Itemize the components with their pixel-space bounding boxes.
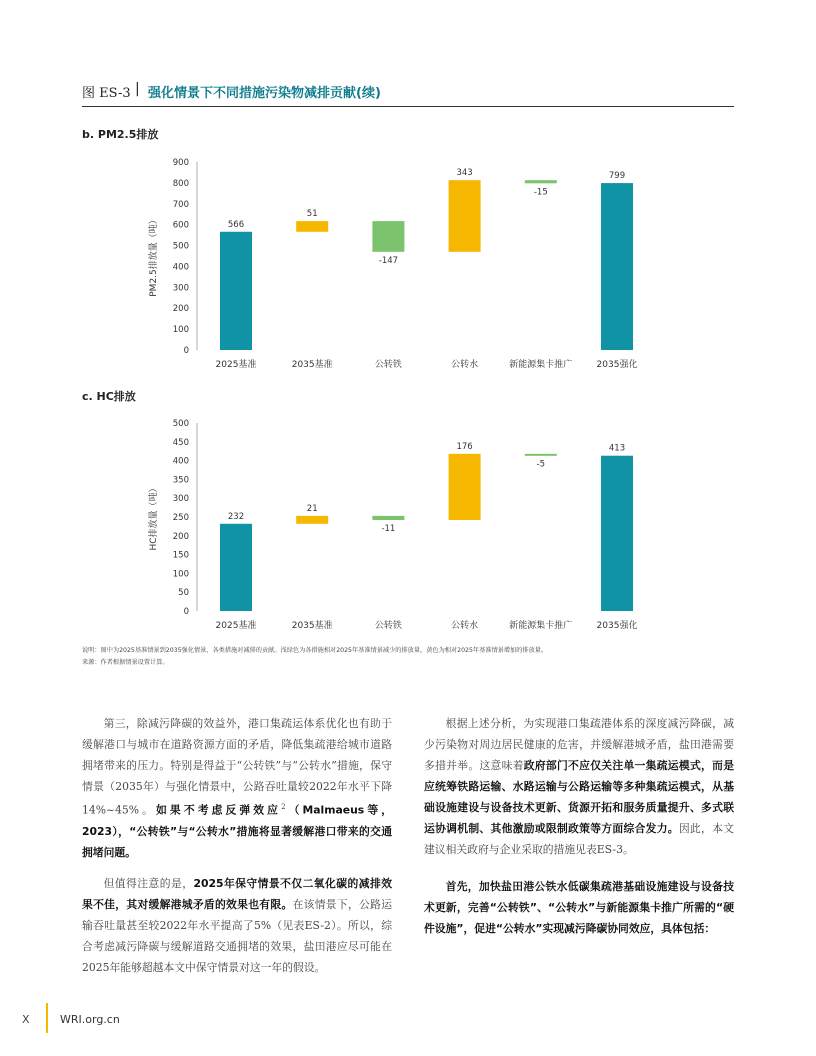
figure-label: 图 ES-3 <box>82 86 131 101</box>
pm25-bar-value-label: -147 <box>378 255 399 266</box>
pm25-y-tick-label: 500 <box>172 241 189 252</box>
hc-bar-value-label: 232 <box>227 511 245 522</box>
figure-header <box>82 80 734 107</box>
text: 第三，除减污降碳的效益外，港口集疏运体系优化也有助于缓解港口与城市在道路资源方面的矛盾，降低集疏港给城市道路拥堵带来的压力。特别是得益于“公转铁”与“公转水”措施，保守情景（2035年）与强化情景中，公路吞吐量较2022年水平下降14%~45%。 <box>82 717 392 817</box>
pm25-bar-value-label: -15 <box>533 187 548 198</box>
pm25-bar-value-label: 566 <box>227 219 245 230</box>
hc-y-tick-label: 250 <box>172 513 189 523</box>
bold-text: 2025年保守情景不仅二氧化碳的减排效果不佳，其对缓解港城矛盾的效果也有限。 <box>82 876 392 911</box>
pm25-bar <box>372 221 404 252</box>
bold-text: 首先，加快盐田港公铁水低碳集疏港基础设施建设与设备技术更新，完善“公转铁”、“公转水”与新能源集卡推广所需的“硬件设施”，促进“公转水”实现减污降碳协同效应，具体包括： <box>424 880 734 935</box>
hc-bar-value-label: 413 <box>608 443 626 454</box>
hc-y-tick-label: 500 <box>172 419 189 429</box>
hc-y-tick-label: 350 <box>172 475 189 486</box>
pm25-bar <box>601 183 633 350</box>
pm25-y-tick-label: 300 <box>172 283 189 294</box>
pm25-category-label: 新能源集卡推广 <box>509 360 573 370</box>
bold-text: （Malmaeus等，2023），“公转铁”与“公转水”措施将显著缓解港口带来的交通拥堵问题。 <box>82 803 393 859</box>
footnote-ref: 2 <box>281 803 286 811</box>
bold-text: 政府部门不应仅关注单一集疏运模式，而是应统筹铁路运输、水路运输与公路运输等多种集疏运模式，从基础设施建设与设备技术更新、货源开拓和服务质量提升、多式联运协调机制、其他激励或限制政策等方面综合发力。 <box>424 759 734 835</box>
hc-y-tick-label: 200 <box>172 531 189 542</box>
hc-y-tick-label: 150 <box>172 550 189 561</box>
hc-bar <box>372 516 404 520</box>
pm25-y-tick-label: 700 <box>172 199 189 210</box>
hc-y-tick-label: 300 <box>172 494 189 505</box>
pm25-category-label: 2035强化 <box>596 360 638 370</box>
right-paragraph-1 <box>424 713 734 860</box>
hc-bar-value-label: -5 <box>536 459 546 470</box>
hc-bar <box>296 516 328 524</box>
pm25-waterfall-chart <box>82 150 734 375</box>
hc-y-tick-label: 50 <box>178 588 189 599</box>
pm25-y-tick-label: 800 <box>172 178 189 189</box>
pm25-bar-value-label: 343 <box>456 168 473 179</box>
chart-c-subtitle: c. HC排放 <box>82 390 136 403</box>
right-column <box>424 713 734 949</box>
pm25-bar <box>220 232 252 350</box>
hc-category-label: 2035基准 <box>291 621 333 631</box>
left-paragraph-1 <box>82 713 392 863</box>
pm25-category-label: 公转铁 <box>374 360 402 370</box>
bold-text: 如果不考虑反弹效应 <box>156 803 282 817</box>
figure-source: 来源：作者根据情景设置计算。 <box>82 659 169 666</box>
hc-bar <box>525 454 557 456</box>
left-paragraph-2 <box>82 873 392 978</box>
footer-site: WRI.org.cn <box>60 1013 120 1026</box>
right-paragraph-2 <box>424 876 734 939</box>
text: 但值得注意的是， <box>103 876 194 890</box>
pm25-y-tick-label: 400 <box>172 262 189 273</box>
hc-waterfall-chart <box>82 410 734 638</box>
pm25-bar <box>296 221 328 232</box>
pm25-bar <box>525 180 557 183</box>
hc-category-label: 2035强化 <box>596 621 638 631</box>
pm25-y-tick-label: 200 <box>172 304 189 315</box>
hc-bar-value-label: 21 <box>306 503 318 514</box>
left-column <box>82 713 392 988</box>
hc-bar <box>449 454 481 520</box>
text: 根据上述分析，为实现港口集疏港体系的深度减污降碳，减少污染物对周边居民健康的危害，并缓解港城矛盾，盐田港需要多措并举。这意味着 <box>424 717 734 772</box>
pm25-y-tick-label: 600 <box>172 220 189 231</box>
hc-bar <box>220 524 252 611</box>
hc-bar <box>601 456 633 611</box>
figure-title: 强化情景下不同措施污染物减排贡献(续) <box>148 86 381 101</box>
hc-bar-value-label: 176 <box>456 441 473 452</box>
pm25-category-label: 2035基准 <box>291 360 333 370</box>
hc-y-axis-label: HC排放量（吨） <box>149 483 159 551</box>
pm25-bar-value-label: 51 <box>306 209 318 220</box>
chart-b-subtitle: b. PM2.5排放 <box>82 128 159 141</box>
hc-y-tick-label: 0 <box>183 607 189 617</box>
pm25-y-tick-label: 0 <box>183 346 189 356</box>
pm25-y-axis-label: PM2.5排放量（吨） <box>149 215 159 297</box>
page-number: X <box>22 1013 30 1026</box>
text: 因此，本文建议相关政府与企业采取的措施见表ES-3。 <box>424 822 734 856</box>
hc-category-label: 公转铁 <box>374 621 402 631</box>
hc-y-tick-label: 400 <box>172 456 189 467</box>
pm25-y-tick-label: 100 <box>172 325 189 336</box>
hc-bar-value-label: -11 <box>381 524 396 535</box>
hc-category-label: 公转水 <box>451 621 479 631</box>
pm25-y-tick-label: 900 <box>172 158 189 168</box>
pm25-bar <box>449 180 481 252</box>
footer-accent-bar <box>46 1003 48 1033</box>
pm25-category-label: 2025基准 <box>215 360 257 370</box>
figure-note: 说明：图中为2025基准情景到2035强化情景、各类措施对减排的贡献。浅绿色为各措施相对2025年基准情景减少的排放量，黄色为相对2025年基准情景增加的排放量。 <box>82 647 548 654</box>
pm25-category-label: 公转水 <box>451 360 479 370</box>
hc-category-label: 新能源集卡推广 <box>509 621 573 631</box>
hc-y-tick-label: 450 <box>172 437 189 448</box>
hc-y-tick-label: 100 <box>172 569 189 580</box>
text: 在该情景下，公路运输吞吐量甚至较2022年水平提高了5%（见表ES-2）。所以，综合考虑减污降碳与缓解道路交通拥堵的效果，盐田港应尽可能在2025年能够超越本文中保守情景对这一年的假设。 <box>82 897 393 974</box>
figure-separator: | <box>135 81 140 97</box>
hc-category-label: 2025基准 <box>215 621 257 631</box>
pm25-bar-value-label: 799 <box>608 171 626 182</box>
